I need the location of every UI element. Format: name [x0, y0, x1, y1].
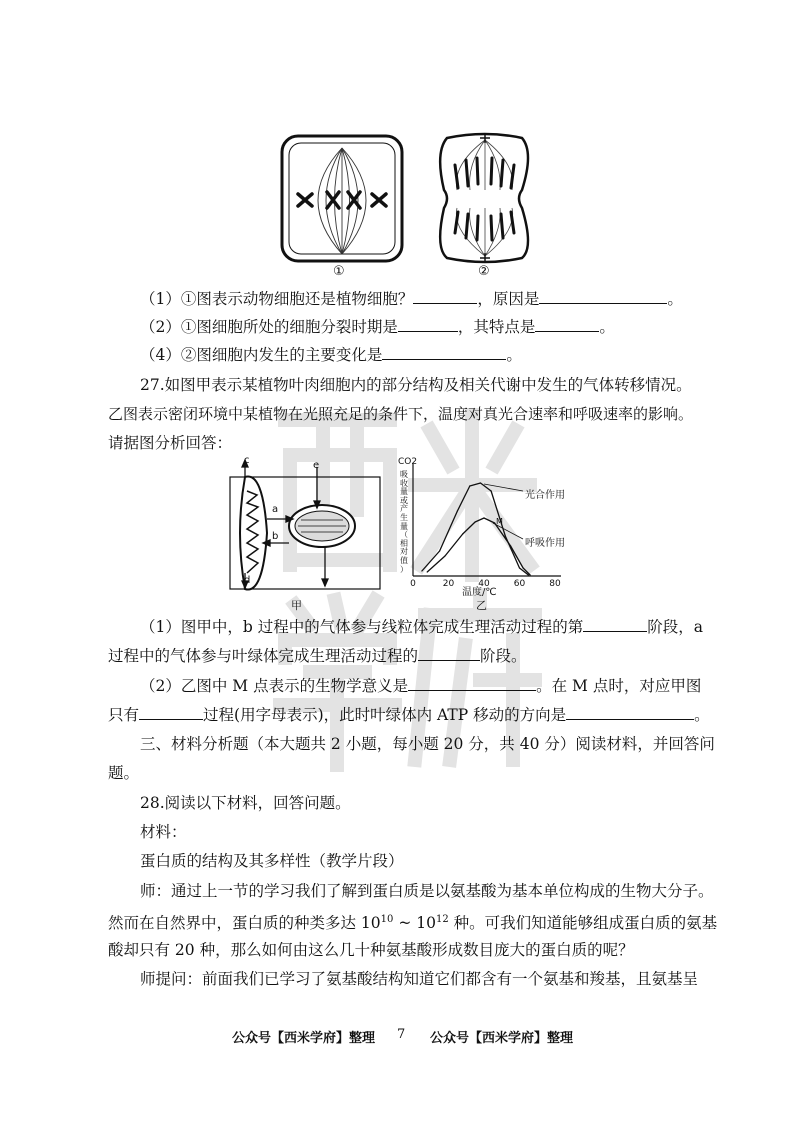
chart-co2-label: CO2: [398, 457, 418, 467]
teacher-text-2: 然而在自然界中，蛋白质的种类多达 $10^{10}$ ~ $10^{12}$ 种。可我们知道能够组成蛋白质的氨基: [108, 914, 718, 933]
chart-ylabel-char: 或: [400, 495, 408, 505]
jia-label-d: d: [244, 575, 251, 586]
x-tick-label: 60: [513, 579, 526, 589]
q27-part1-line1: （1）图甲中，b 过程中的气体参与线粒体完成生理活动过程的第 阶段，a: [140, 618, 703, 636]
chart-ylabel-char: 量: [400, 521, 408, 531]
respiration-point: [462, 533, 463, 534]
jia-label-e: e: [313, 460, 320, 471]
jia-label-c: c: [244, 455, 250, 466]
cell-division-figure: [272, 130, 542, 280]
photosynthesis-point: [519, 567, 520, 568]
x-tick-label: 0: [410, 579, 416, 589]
footer-right: 公众号【西米学府】整理: [430, 1031, 574, 1046]
chart-ylabel-char: 产: [400, 504, 408, 514]
chart-ylabel-char: 收: [400, 478, 408, 488]
chart-ylabel-char: 生: [400, 512, 408, 522]
chart-ylabel-char: 对: [400, 547, 408, 557]
chart-ylabel: [400, 471, 410, 574]
q27-intro-line3: 请据图分析回答：: [108, 434, 233, 452]
chart-xlabel: 温度/℃: [462, 587, 497, 598]
q26-part1: （1）①图表示动物细胞还是植物细胞？ ，原因是 。: [140, 290, 683, 308]
figure-jia: [225, 455, 400, 600]
x-tick-label: 40: [478, 579, 490, 589]
figure-label-2: ②: [478, 264, 490, 279]
photosynthesis-point: [439, 550, 440, 551]
jia-label-a: a: [272, 504, 279, 515]
chart-ylabel-char: 量: [400, 487, 408, 497]
jia-label-f: f: [323, 578, 327, 589]
photosynthesis-point: [457, 510, 458, 511]
respiration-point: [510, 545, 511, 546]
q27-part2-line2: 只有 过程(用字母表示)，此时叶绿体内 ATP 移动的方向是 。: [108, 706, 710, 724]
photosynthesis-point: [480, 482, 481, 483]
photosynthesis-point: [505, 535, 506, 536]
chart-ylabel-char: 吸: [400, 470, 408, 479]
section3-title-line2: 题。: [108, 764, 140, 782]
page-number: 7: [397, 1027, 406, 1042]
respiration-point: [475, 521, 476, 522]
chart-ylabel-char: ）: [400, 564, 408, 574]
section3-title-line1: 三、材料分析题（本大题共 2 小题，每小题 20 分，共 40 分）阅读材料，并回答问: [140, 735, 715, 753]
respiration-point: [483, 517, 484, 518]
teacher-text-3: 酸却只有 20 种，那么如何由这么几十种氨基酸形成数目庞大的蛋白质的呢？: [108, 941, 634, 959]
legend-respiration: 呼吸作用: [525, 538, 565, 549]
q27-part2-line1: （2）乙图中 M 点表示的生物学意义是 。在 M 点时，对应甲图: [140, 677, 702, 695]
footer-left: 公众号【西米学府】整理: [232, 1031, 376, 1046]
material-subtitle: 蛋白质的结构及其多样性（教学片段）: [140, 852, 404, 870]
q28-heading: 28.阅读以下材料，回答问题。: [140, 794, 351, 812]
q27-intro-line2: 乙图表示密闭环境中某植物在光照充足的条件下，温度对真光合速率和呼吸速率的影响。: [108, 405, 694, 423]
photosynthesis-point: [421, 570, 422, 571]
figure-label-1: ①: [333, 264, 345, 279]
photosynthesis-point: [491, 490, 492, 491]
point-m-label: M: [496, 517, 503, 526]
respiration-point: [427, 571, 428, 572]
q27-intro-line1: 27.如图甲表示某植物叶肉细胞内的部分结构及相关代谢中发生的气体转移情况。: [140, 376, 692, 394]
chart-ylabel-char: 值: [400, 555, 408, 565]
photosynthesis-line: [422, 483, 529, 575]
fig-jia-caption: 甲: [291, 599, 302, 612]
photosynthesis-point: [469, 485, 470, 486]
respiration-point: [444, 555, 445, 556]
q26-part2: （2）①图细胞所处的细胞分裂时期是 ，其特点是 。: [140, 318, 615, 336]
respiration-line: [427, 518, 530, 575]
material-label: 材料：: [140, 823, 187, 841]
respiration-point: [530, 574, 531, 575]
q26-part4: （4）②图细胞内发生的主要变化是 。: [140, 346, 522, 364]
teacher-text-1: 师：通过上一节的学习我们了解到蛋白质是以氨基酸为基本单位构成的生物大分子。: [140, 882, 714, 900]
chart-ylabel-char: （: [400, 530, 408, 540]
jia-label-b: b: [272, 531, 279, 542]
teacher-text-4: 师提问：前面我们已学习了氨基酸结构知道它们都含有一个氨基和羧基，且氨基呈: [140, 970, 699, 988]
fig-yi-caption: 乙: [476, 599, 487, 612]
respiration-point: [522, 567, 523, 568]
x-tick-label: 80: [549, 579, 561, 589]
q27-part1-line2: 过程中的气体参与叶绿体完成生理活动过程的 阶段。: [108, 647, 527, 665]
x-tick-label: 20: [442, 579, 455, 589]
legend-photosynthesis: 光合作用: [525, 490, 565, 501]
chart-ylabel-char: 相: [400, 538, 408, 548]
